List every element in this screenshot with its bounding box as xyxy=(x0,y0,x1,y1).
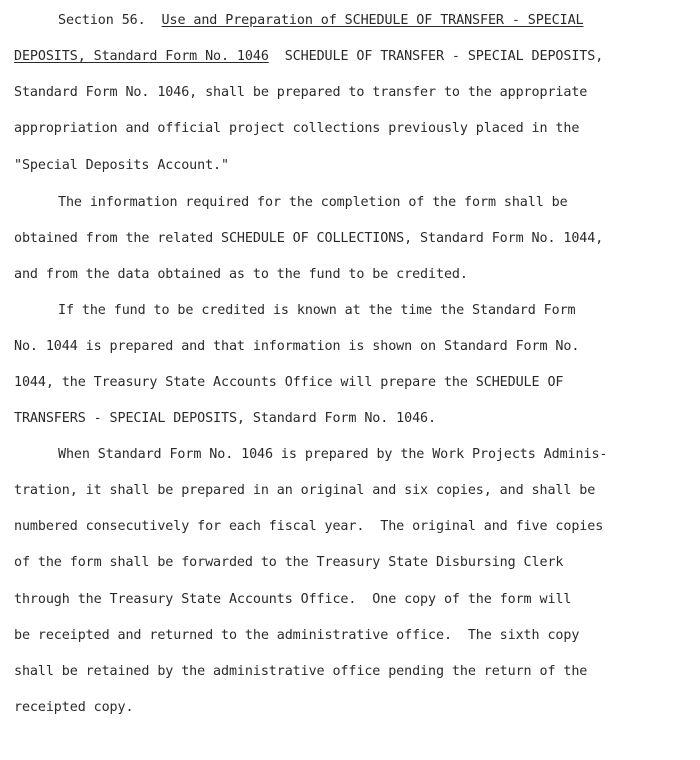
section-title: Use and Preparation of SCHEDULE OF TRANSFER - SPECIAL xyxy=(161,13,584,28)
text-line: of the form shall be forwarded to the Treasury State Disbursing Clerk xyxy=(14,555,564,570)
section-heading-line-2 xyxy=(14,48,603,66)
text-line: obtained from the related SCHEDULE OF COLLECTIONS, Standard Form No. 1044, xyxy=(14,231,604,246)
paragraph-start: The information required for the completion of the form shall be xyxy=(58,195,568,210)
text-line: tration, it shall be prepared in an original and six copies, and shall be xyxy=(14,483,596,498)
text-line: "Special Deposits Account." xyxy=(14,158,229,173)
paragraph-start: When Standard Form No. 1046 is prepared by the Work Projects Adminis- xyxy=(58,447,608,462)
section-label: Section 56. xyxy=(58,13,146,28)
text-line: be receipted and returned to the administrative office. The sixth copy xyxy=(14,628,580,643)
body-text-start: SCHEDULE OF TRANSFER - SPECIAL DEPOSITS, xyxy=(284,49,604,64)
text-line: and from the data obtained as to the fund to be credited. xyxy=(14,267,468,282)
text-line: No. 1044 is prepared and that information is shown on Standard Form No. xyxy=(14,339,580,354)
text-line: 1044, the Treasury State Accounts Office will prepare the SCHEDULE OF xyxy=(14,375,564,390)
text-line: shall be retained by the administrative office pending the return of the xyxy=(14,664,588,679)
text-line: TRANSFERS - SPECIAL DEPOSITS, Standard Form No. 1046. xyxy=(14,411,436,426)
text-line: through the Treasury State Accounts Office. One copy of the form will xyxy=(14,592,572,607)
text-line: numbered consecutively for each fiscal year. The original and five copies xyxy=(14,519,604,534)
text-line: Standard Form No. 1046, shall be prepared to transfer to the appropriate xyxy=(14,85,588,100)
section-heading-line xyxy=(58,12,584,30)
text-line: appropriation and official project collections previously placed in the xyxy=(14,121,580,136)
section-title-continued: DEPOSITS, Standard Form No. 1046 xyxy=(14,49,269,64)
text-line: receipted copy. xyxy=(14,700,134,715)
paragraph-start: If the fund to be credited is known at the time the Standard Form xyxy=(58,303,576,318)
